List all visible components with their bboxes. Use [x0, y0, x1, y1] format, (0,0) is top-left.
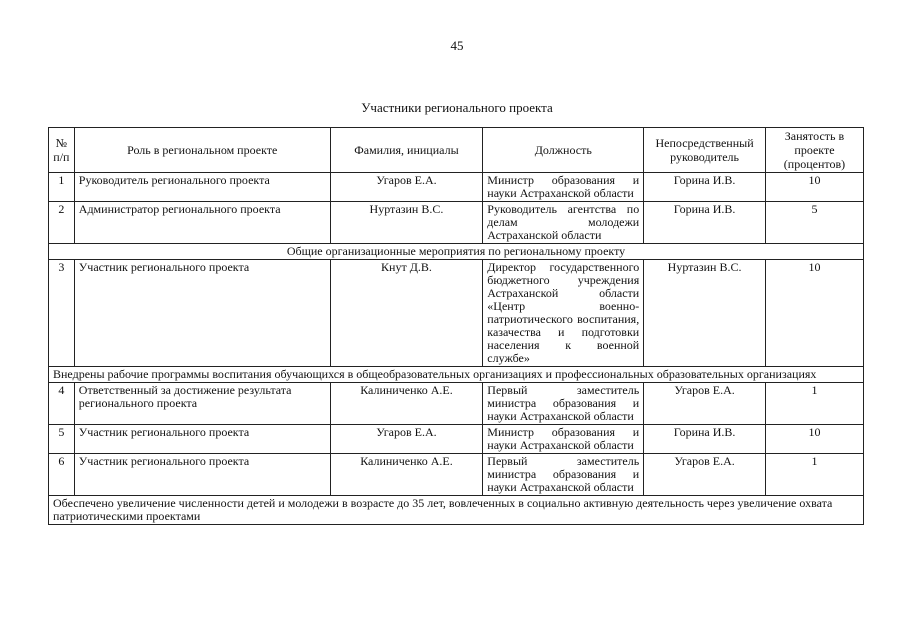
- section-heading: Общие организационные мероприятия по региональному проекту: [49, 244, 864, 260]
- cell-num: 5: [49, 425, 75, 454]
- table-row: [49, 425, 864, 454]
- header-supervisor: Непосредственный руководитель: [644, 128, 766, 173]
- cell-num: 3: [49, 260, 75, 367]
- cell-load: 10: [765, 173, 863, 202]
- section-row: [49, 496, 864, 525]
- table-row: [49, 454, 864, 496]
- section-heading: Обеспечено увеличение численности детей и молодежи в возрасте до 35 лет, вовлеченных в социально активную деятельность через увеличение охвата патриотическими проектами: [49, 496, 864, 525]
- participants-table: [48, 127, 864, 525]
- cell-position: Министр образования и науки Астраханской области: [483, 425, 644, 454]
- header-position: Должность: [483, 128, 644, 173]
- cell-num: 6: [49, 454, 75, 496]
- cell-load: 10: [765, 260, 863, 367]
- cell-load: 1: [765, 454, 863, 496]
- cell-supervisor: Горина И.В.: [644, 202, 766, 244]
- page-number: 45: [450, 38, 464, 53]
- table-row: [49, 260, 864, 367]
- cell-load: 5: [765, 202, 863, 244]
- cell-role: Администратор регионального проекта: [74, 202, 330, 244]
- header-load: Занятость в проекте (процентов): [765, 128, 863, 173]
- table-row: [49, 173, 864, 202]
- header-num: № п/п: [49, 128, 75, 173]
- cell-num: 2: [49, 202, 75, 244]
- cell-position: Первый заместитель министра образования и науки Астраханской области: [483, 454, 644, 496]
- cell-position: Министр образования и науки Астраханской области: [483, 173, 644, 202]
- table-row: [49, 202, 864, 244]
- cell-role: Руководитель регионального проекта: [74, 173, 330, 202]
- cell-load: 10: [765, 425, 863, 454]
- cell-num: 1: [49, 173, 75, 202]
- cell-supervisor: Горина И.В.: [644, 173, 766, 202]
- header-role: Роль в региональном проекте: [74, 128, 330, 173]
- cell-name: Угаров Е.А.: [330, 173, 483, 202]
- cell-name: Калиниченко А.Е.: [330, 454, 483, 496]
- table-title: Участники регионального проекта: [361, 100, 553, 115]
- table-row: [49, 383, 864, 425]
- cell-role: Участник регионального проекта: [74, 454, 330, 496]
- header-name: Фамилия, инициалы: [330, 128, 483, 173]
- cell-name: Калиниченко А.Е.: [330, 383, 483, 425]
- cell-name: Угаров Е.А.: [330, 425, 483, 454]
- cell-supervisor: Нуртазин В.С.: [644, 260, 766, 367]
- cell-supervisor: Угаров Е.А.: [644, 383, 766, 425]
- cell-name: Нуртазин В.С.: [330, 202, 483, 244]
- cell-role: Участник регионального проекта: [74, 425, 330, 454]
- cell-position: Директор государственного бюджетного учреждения Астраханской области «Центр военно-патриотического воспитания, казачества и подготовки населения к военной службе»: [483, 260, 644, 367]
- cell-role: Участник регионального проекта: [74, 260, 330, 367]
- section-row: [49, 367, 864, 383]
- cell-load: 1: [765, 383, 863, 425]
- cell-role: Ответственный за достижение результата регионального проекта: [74, 383, 330, 425]
- header-row: [49, 128, 864, 173]
- cell-num: 4: [49, 383, 75, 425]
- cell-supervisor: Горина И.В.: [644, 425, 766, 454]
- section-row: [49, 244, 864, 260]
- cell-supervisor: Угаров Е.А.: [644, 454, 766, 496]
- section-heading: Внедрены рабочие программы воспитания обучающихся в общеобразовательных организациях и профессиональных образовательных организациях: [49, 367, 864, 383]
- cell-position: Руководитель агентства по делам молодежи Астраханской области: [483, 202, 644, 244]
- cell-name: Кнут Д.В.: [330, 260, 483, 367]
- cell-position: Первый заместитель министра образования и науки Астраханской области: [483, 383, 644, 425]
